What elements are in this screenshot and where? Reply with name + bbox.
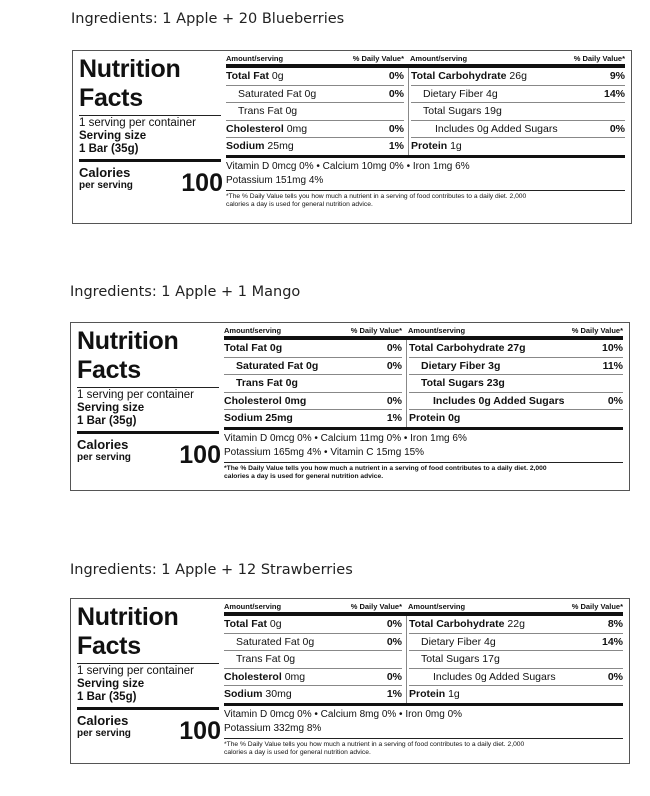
nutrition-facts-label: [72, 50, 632, 224]
table-header: [224, 602, 623, 616]
serving-size-label: Serving size: [77, 402, 145, 414]
nutrient-row-saturated-fat: Saturated Fat 0g 0%: [224, 634, 402, 652]
calories-value: 100: [181, 169, 223, 197]
calories-label: Calories: [77, 437, 129, 452]
label-left-panel: [77, 603, 219, 759]
calories-block: [77, 714, 219, 750]
nutrition-facts-label: [70, 598, 630, 764]
nutrient-row-cholesterol: Cholesterol 0mg 0%: [224, 669, 402, 687]
amount-header: Amount/serving: [226, 54, 284, 63]
table-header: [224, 326, 623, 340]
nutrient-row-trans-fat: Trans Fat 0g: [224, 375, 402, 393]
label-title: Nutrition: [77, 603, 179, 631]
vitamins-line: Vitamin D 0mcg 0% • Calcium 11mg 0% • Iron 1mg 6%: [224, 432, 467, 444]
label-title: Facts: [79, 84, 143, 112]
nutrient-row-sodium: Sodium 25mg 1%: [224, 412, 402, 424]
divider: [77, 387, 219, 388]
label-right-panel: [226, 54, 625, 209]
nutrient-row-protein: Protein 1g: [411, 140, 462, 152]
calories-value: 100: [179, 441, 221, 469]
footnote: *The % Daily Value tells you how much a nutrient in a serving of food contributes to a daily diet. 2,000: [224, 464, 547, 472]
amount-header: Amount/serving: [408, 326, 466, 335]
nutrient-row-added-sugars: Includes 0g Added Sugars 0%: [411, 121, 625, 139]
nutrient-row-cholesterol: Cholesterol 0mg 0%: [224, 393, 402, 411]
nutrient-row-total-fat: Total Fat 0g 0%: [224, 616, 402, 634]
nutrient-row-protein: Protein 1g: [409, 688, 460, 700]
serving-size-label: Serving size: [79, 130, 147, 142]
footnote: calories a day is used for general nutrition advice.: [224, 472, 384, 480]
nutrient-row-sodium: Sodium 25mg 1%: [226, 140, 404, 152]
divider: [224, 703, 623, 706]
calories-subtext: per serving: [77, 728, 131, 739]
footnote: *The % Daily Value tells you how much a nutrient in a serving of food contributes to a daily diet. 2,000: [226, 192, 527, 200]
serving-size-value: 1 Bar (35g): [77, 415, 137, 427]
servings-per-container: 1 serving per container: [79, 117, 196, 129]
calories-block: [77, 438, 219, 474]
nutrient-row-total-carbohydrate: Total Carbohydrate 27g 10%: [409, 340, 623, 358]
divider: [224, 462, 623, 463]
table-header: [226, 54, 625, 68]
serving-size-label: Serving size: [77, 678, 145, 690]
nutrient-row-sodium: Sodium 30mg 1%: [224, 688, 402, 700]
dv-header: % Daily Value*: [571, 326, 623, 335]
serving-size-value: 1 Bar (35g): [79, 143, 139, 155]
calories-subtext: per serving: [77, 452, 131, 463]
servings-per-container: 1 serving per container: [77, 389, 194, 401]
nutrient-row-saturated-fat: Saturated Fat 0g 0%: [226, 86, 404, 104]
vitamins-line: Vitamin D 0mcg 0% • Calcium 8mg 0% • Iron 0mg 0%: [224, 708, 463, 720]
label-title: Nutrition: [77, 327, 179, 355]
vitamins-line: Potassium 332mg 8%: [224, 723, 322, 734]
vitamins-line: Potassium 165mg 4% • Vitamin C 15mg 15%: [224, 447, 425, 458]
nutrient-column-left: [226, 68, 408, 155]
footnote: calories a day is used for general nutrition advice.: [226, 200, 373, 208]
nutrient-row-dietary-fiber: Dietary Fiber 3g 11%: [409, 358, 623, 376]
amount-header: Amount/serving: [408, 602, 466, 611]
vitamins-line: Vitamin D 0mcg 0% • Calcium 10mg 0% • Iron 1mg 6%: [226, 160, 470, 172]
calories-block: [79, 166, 221, 202]
nutrient-column-left: [224, 340, 406, 427]
nutrient-row-added-sugars: Includes 0g Added Sugars 0%: [409, 393, 623, 411]
label-title: Nutrition: [79, 55, 181, 83]
nutrient-row-trans-fat: Trans Fat 0g: [226, 103, 404, 121]
dv-header: % Daily Value*: [573, 54, 625, 63]
nutrient-row-total-carbohydrate: Total Carbohydrate 26g 9%: [411, 68, 625, 86]
footnote: calories a day is used for general nutrition advice.: [224, 748, 371, 756]
dv-header: % Daily Value*: [350, 602, 402, 611]
calories-value: 100: [179, 717, 221, 745]
ingredients-caption: Ingredients: 1 Apple + 20 Blueberries: [71, 11, 345, 27]
amount-header: Amount/serving: [224, 602, 282, 611]
nutrient-row-protein: Protein 0g: [409, 412, 461, 424]
amount-header: Amount/serving: [224, 326, 282, 335]
divider: [77, 431, 219, 434]
dv-header: % Daily Value*: [350, 326, 402, 335]
nutrition-facts-label: [70, 322, 630, 491]
label-left-panel: [79, 55, 221, 219]
nutrient-row-total-carbohydrate: Total Carbohydrate 22g 8%: [409, 616, 623, 634]
label-left-panel: [77, 327, 219, 486]
nutrient-column-right: [406, 616, 623, 703]
divider: [224, 738, 623, 739]
nutrient-row-cholesterol: Cholesterol 0mg 0%: [226, 121, 404, 139]
divider: [226, 190, 625, 191]
vitamins-line: Potassium 151mg 4%: [226, 175, 324, 186]
nutrient-row-added-sugars: Includes 0g Added Sugars 0%: [409, 669, 623, 687]
dv-header: % Daily Value*: [571, 602, 623, 611]
label-right-panel: [224, 602, 623, 757]
ingredients-caption: Ingredients: 1 Apple + 1 Mango: [70, 284, 301, 300]
label-title: Facts: [77, 632, 141, 660]
label-right-panel: [224, 326, 623, 481]
nutrient-row-total-sugars: Total Sugars 17g: [409, 651, 623, 669]
calories-label: Calories: [77, 713, 129, 728]
nutrient-row-total-fat: Total Fat 0g 0%: [224, 340, 402, 358]
amount-header: Amount/serving: [410, 54, 468, 63]
nutrient-row-total-fat: Total Fat 0g 0%: [226, 68, 404, 86]
nutrient-row-total-sugars: Total Sugars 23g: [409, 375, 623, 393]
divider: [77, 707, 219, 710]
divider: [224, 427, 623, 430]
nutrient-column-left: [224, 616, 406, 703]
nutrient-row-trans-fat: Trans Fat 0g: [224, 651, 402, 669]
calories-subtext: per serving: [79, 180, 133, 191]
nutrient-row-dietary-fiber: Dietary Fiber 4g 14%: [409, 634, 623, 652]
nutrient-column-right: [408, 68, 625, 155]
servings-per-container: 1 serving per container: [77, 665, 194, 677]
divider: [77, 663, 219, 664]
footnote: *The % Daily Value tells you how much a nutrient in a serving of food contributes to a daily diet. 2,000: [224, 740, 525, 748]
serving-size-value: 1 Bar (35g): [77, 691, 137, 703]
calories-label: Calories: [79, 165, 131, 180]
divider: [79, 115, 221, 116]
nutrient-row-saturated-fat: Saturated Fat 0g 0%: [224, 358, 402, 376]
label-title: Facts: [77, 356, 141, 384]
ingredients-caption: Ingredients: 1 Apple + 12 Strawberries: [70, 562, 353, 578]
nutrient-column-right: [406, 340, 623, 427]
divider: [226, 155, 625, 158]
nutrient-row-dietary-fiber: Dietary Fiber 4g 14%: [411, 86, 625, 104]
nutrient-row-total-sugars: Total Sugars 19g: [411, 103, 625, 121]
dv-header: % Daily Value*: [352, 54, 404, 63]
divider: [79, 159, 221, 162]
